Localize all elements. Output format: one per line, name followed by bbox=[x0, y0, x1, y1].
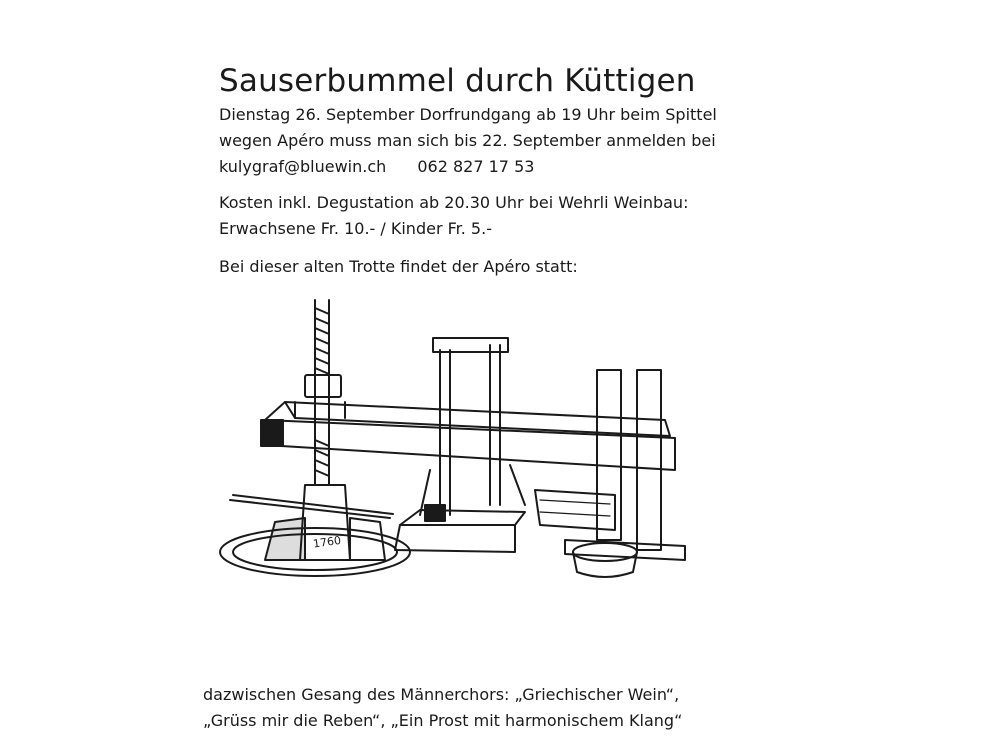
page-title: Sauserbummel durch Küttigen bbox=[219, 62, 696, 99]
registration-line: wegen Apéro muss man sich bis 22. September anmelden bei bbox=[219, 131, 716, 150]
press-screw bbox=[315, 300, 329, 485]
press-base bbox=[230, 485, 393, 560]
event-info bbox=[219, 102, 717, 180]
right-posts bbox=[597, 370, 661, 550]
footer-line-1: dazwischen Gesang des Männerchors: „Griechischer Wein“, bbox=[203, 685, 680, 704]
footer-line-2: „Grüss mir die Reben“, „Ein Prost mit harmonischem Klang“ bbox=[203, 711, 683, 730]
wine-press-illustration bbox=[205, 290, 705, 590]
contact-phone: 062 827 17 53 bbox=[417, 157, 535, 176]
contact-email: kulygraf@bluewin.ch bbox=[219, 157, 387, 176]
press-bucket bbox=[573, 543, 637, 577]
contact-row bbox=[219, 154, 717, 180]
press-trough bbox=[535, 490, 615, 530]
cost-line: Kosten inkl. Degustation ab 20.30 Uhr bei Wehrli Weinbau: bbox=[219, 193, 689, 212]
apero-note: Bei dieser alten Trotte findet der Apéro statt: bbox=[219, 257, 578, 276]
event-date-line: Dienstag 26. September Dorfrundgang ab 19 Uhr beim Spittel bbox=[219, 105, 717, 124]
press-beam bbox=[261, 402, 675, 470]
year-marking: 1760 bbox=[312, 533, 342, 551]
screw-nut bbox=[305, 375, 341, 397]
price-line: Erwachsene Fr. 10.- / Kinder Fr. 5.- bbox=[219, 219, 492, 238]
footer-note bbox=[203, 682, 682, 734]
press-platform bbox=[395, 505, 525, 552]
right-base bbox=[565, 540, 685, 560]
cost-info bbox=[219, 190, 688, 242]
